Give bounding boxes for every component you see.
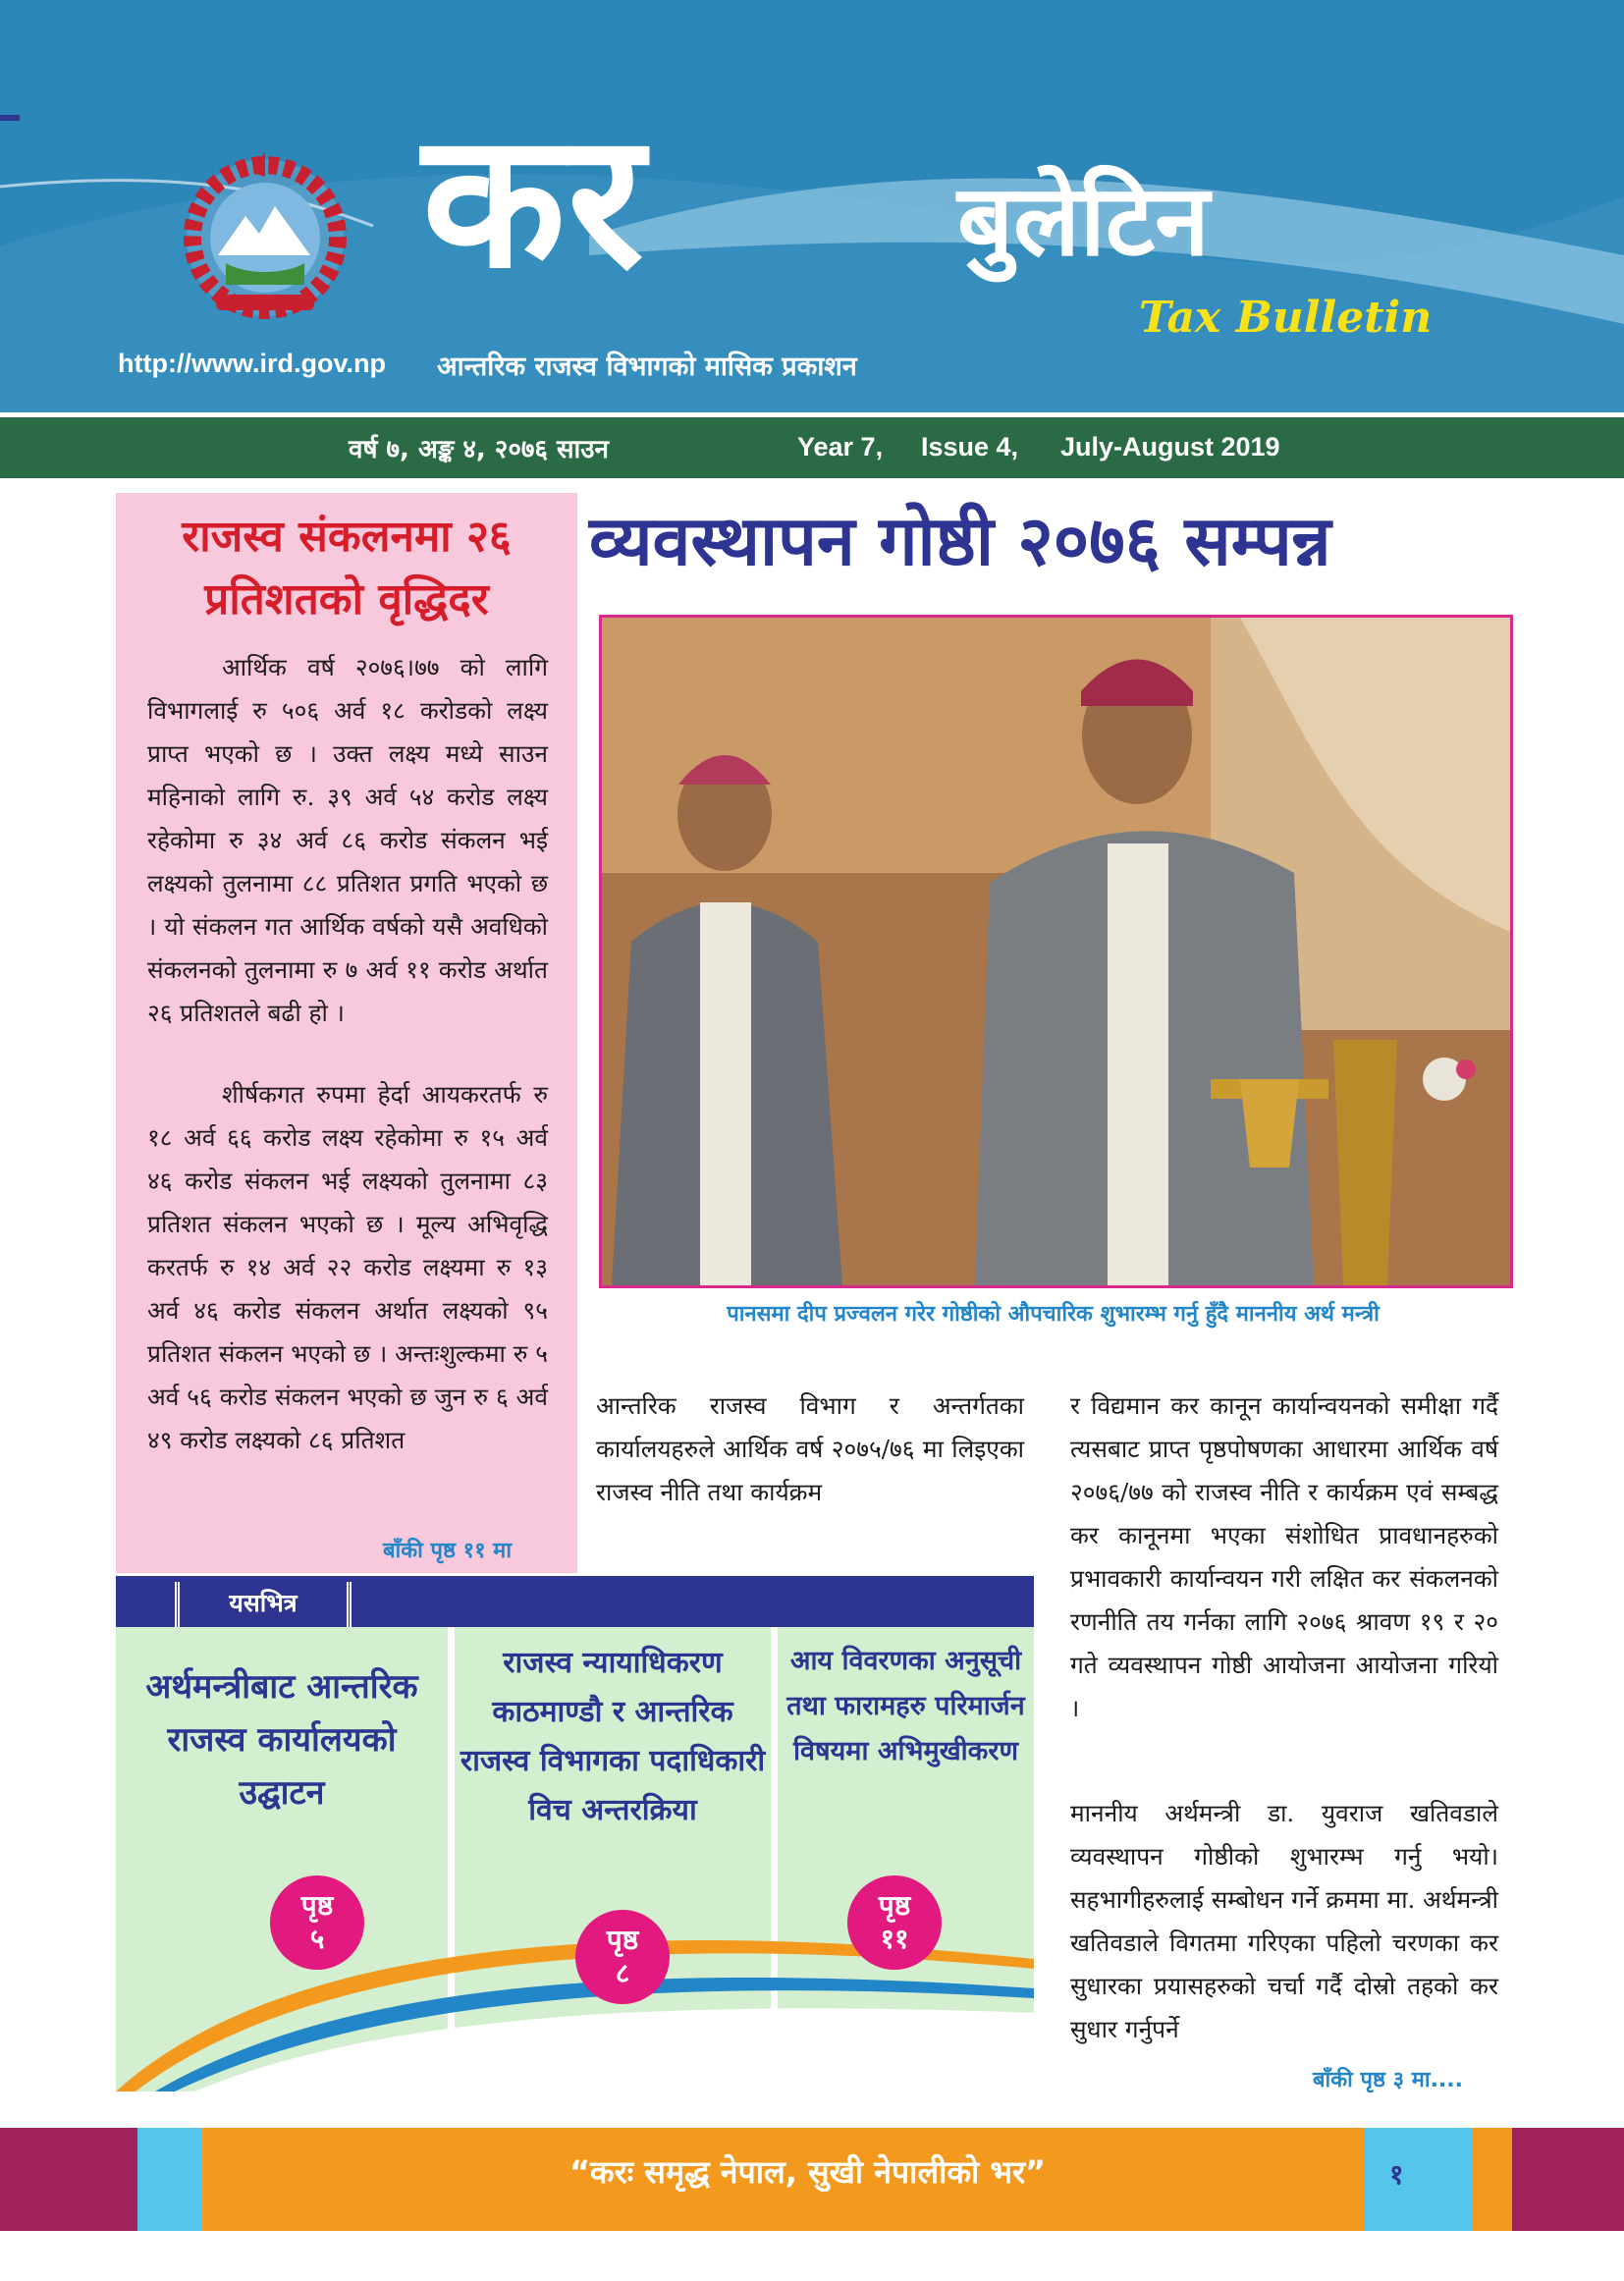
nepal-emblem-logo <box>177 147 353 324</box>
page-badge-label: पृष्ठ <box>300 1889 334 1922</box>
inside-panel <box>116 1576 1034 2091</box>
inside-item-title: आय विवरणका अनुसूची तथा फारामहरु परिमार्जन विषयमा अभिमुखीकरण <box>786 1646 1025 1766</box>
page-badge-number: ११ <box>880 1923 909 1955</box>
issue-bar <box>0 417 1624 478</box>
article-column-2: र विद्यमान कर कानून कार्यान्वयनको समीक्षा गर्दै त्यसबाट प्राप्त पृष्ठपोषणका आधारमा आर्थिक वर्ष २०७६/७७ को राजस्व नीति र कार्यक्रम एवं सम्बद्ध कर कानूनमा भएका संशोधित प्रावधानहरुको प्रभावकारी कार्यान्वयन गरी लक्षित कर संकलनको रणनीति तय गर्नका लागि २०७६ श्रावण १९ र २० गते व्यवस्थापन गोष्ठी आयोजना आयोजना गरियो । <box>1070 1391 1498 1722</box>
article-column-2-paragraph: माननीय अर्थमन्त्री डा. युवराज खतिवडाले व्यवस्थापन गोष्ठीको शुभारम्भ गर्नु भयो। सहभागीहरुलाई सम्बोधन गर्ने क्रममा मा. अर्थमन्त्री खतिवडाले विगतमा गरिएका पहिलो चरणका कर सुधारका प्रयासहरुको चर्चा गर्दै दोस्रो तहको कर सुधार गर्नुपर्ने <box>1070 1799 1498 2043</box>
article-column-1: आन्तरिक राजस्व विभाग र अन्तर्गतका कार्यालयहरुले आर्थिक वर्ष २०७५/७६ मा लिइएका राजस्व नीति तथा कार्यक्रम <box>596 1391 1024 1506</box>
side-story-paragraph: शीर्षकगत रुपमा हेर्दा आयकरतर्फ रु १८ अर्व ६६ करोड लक्ष्य रहेकोमा रु १५ अर्व ४६ करोड संकलन भई लक्ष्यको तुलनामा ८३ प्रतिशत संकलन भएको छ । मूल्य अभिवृद्धि करतर्फ रु १४ अर्व २२ करोड लक्ष्यमा रु १३ अर्व ४६ करोड संकलन अर्थात लक्ष्यको ९५ प्रतिशत संकलन भएको छ । अन्तःशुल्कमा रु ५ अर्व ५६ करोड संकलन भएको छ जुन रु ६ अर्व ४९ करोड लक्ष्यको ८६ प्रतिशत <box>147 1080 548 1454</box>
website-url: http://www.ird.gov.np <box>118 349 386 378</box>
footer-slogan: “करः समृद्ध नेपाल, सुखी नेपालीको भर” <box>569 2153 1047 2191</box>
page-badge[interactable] <box>847 1875 942 1970</box>
page-badge-label: पृष्ठ <box>878 1889 911 1922</box>
masthead-subtitle: आन्तरिक राजस्व विभागको मासिक प्रकाशन <box>437 352 857 382</box>
issue-date: July-August 2019 <box>1060 432 1280 462</box>
page-number: १ <box>1389 2158 1404 2191</box>
page-badge[interactable] <box>575 1910 670 2004</box>
masthead-title: कर <box>422 92 646 309</box>
masthead-title-bulletin: बुलेटिन <box>957 163 1210 278</box>
side-story-paragraph: आर्थिक वर्ष २०७६।७७ को लागि विभागलाई रु ५०६ अर्व १८ करोडको लक्ष्य प्राप्त भएको छ । उक्त लक्ष्य मध्ये साउन महिनाको लागि रु. ३९ अर्व ५४ करोड लक्ष्य रहेकोमा रु ३४ अर्व ८६ करोड संकलन भई लक्ष्यको तुलनामा ८८ प्रतिशत प्रगति भएको छ । यो संकलन गत आर्थिक वर्षको यसै अवधिको संकलनको तुलनामा रु ७ अर्व ११ करोड अर्थात २६ प्रतिशतले बढी हो । <box>147 653 548 1027</box>
side-story-title: राजस्व संकलनमा २६ प्रतिशतको वृद्धिदर <box>182 512 512 625</box>
issue-nepali: वर्ष ७, अङ्क ४, २०७६ साउन <box>349 435 609 464</box>
main-story-continued-link[interactable]: बाँकी पृष्ठ ३ मा.... <box>1313 2068 1464 2092</box>
event-photo <box>599 615 1513 1288</box>
page-badge-number: ५ <box>309 1923 325 1955</box>
photo-caption: पानसमा दीप प्रज्वलन गरेर गोष्ठीको औपचारिक शुभारम्भ गर्नु हुँदै माननीय अर्थ मन्त्री <box>727 1302 1380 1327</box>
masthead <box>0 0 1624 412</box>
page-badge-label: पृष्ठ <box>606 1924 639 1956</box>
side-story-continued-link[interactable]: बाँकी पृष्ठ ११ मा <box>383 1539 513 1563</box>
inside-item-title: राजस्व न्यायाधिकरण काठमाण्डौ र आन्तरिक राजस्व विभागका पदाधिकारी विच अन्तरक्रिया <box>460 1646 766 1827</box>
issue-number: Issue 4, <box>921 432 1019 462</box>
page-badge[interactable] <box>270 1875 364 1970</box>
inside-item-title: अर्थमन्त्रीबाट आन्तरिक राजस्व कार्यालयको उद्घाटन <box>145 1667 418 1813</box>
inside-label: यसभित्र <box>175 1582 352 1627</box>
page-badge-number: ८ <box>615 1957 630 1989</box>
main-headline: व्यवस्थापन गोष्ठी २०७६ सम्पन्न <box>589 501 1331 581</box>
masthead-title-english: Tax Bulletin <box>1139 293 1433 343</box>
issue-year: Year 7, <box>797 432 884 462</box>
